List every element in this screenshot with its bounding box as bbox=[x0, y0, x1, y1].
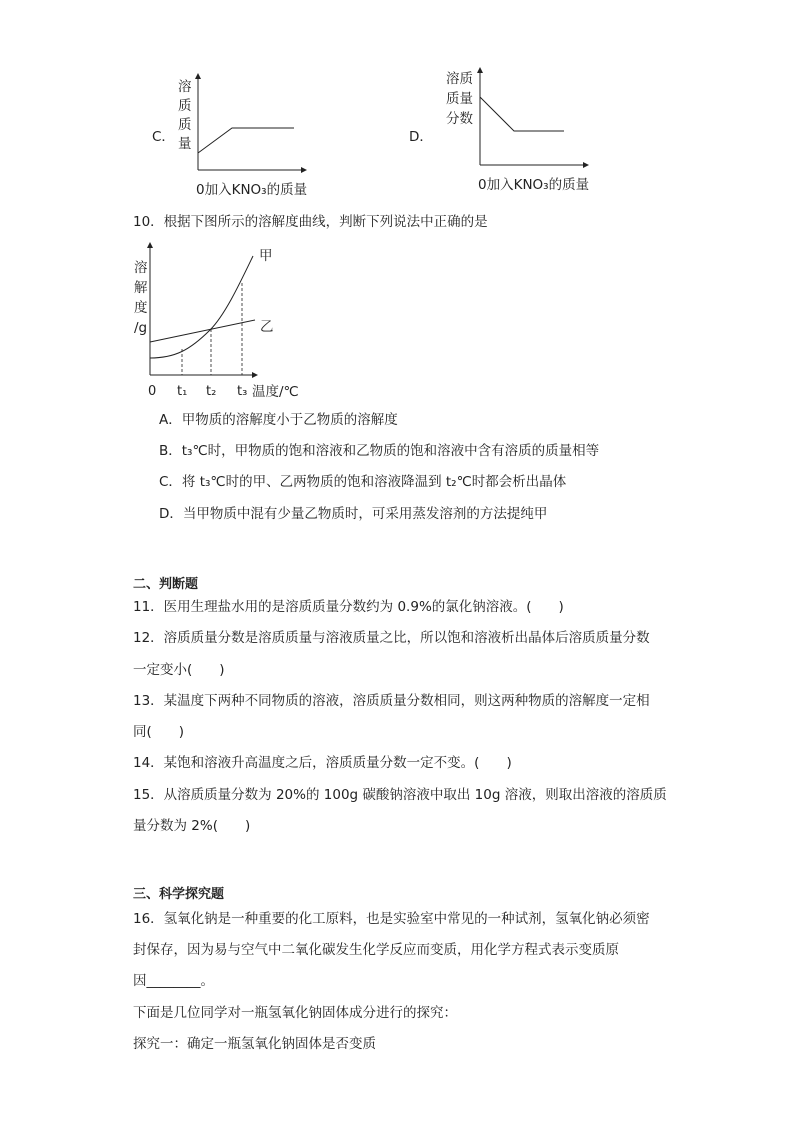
option-d-letter: D． bbox=[409, 129, 433, 145]
q16-line1: 16．氢氧化钠是一种重要的化工原料，也是实验室中常见的一种试剂，氢氧化钠必须密 bbox=[133, 911, 650, 927]
q10-option-b: B．t₃℃时，甲物质的饱和溶液和乙物质的饱和溶液中含有溶质的质量相等 bbox=[159, 443, 600, 459]
graph-d-xlabel: 0加入KNO₃的质量 bbox=[478, 177, 590, 193]
tick-t3: t₃ bbox=[237, 384, 248, 399]
option-c-letter: C． bbox=[152, 129, 175, 145]
q13-line1: 13．某温度下两种不同物质的溶液，溶质质量分数相同，则这两种物质的溶解度一定相 bbox=[133, 693, 650, 709]
q10-option-a: A．甲物质的溶解度小于乙物质的溶解度 bbox=[159, 412, 398, 428]
section-2-title: 二、判断题 bbox=[133, 577, 199, 592]
tick-t1: t₁ bbox=[177, 384, 188, 399]
label-yi: 乙 bbox=[260, 319, 274, 335]
intro-line: 下面是几位同学对一瓶氢氧化钠固体成分进行的探究： bbox=[133, 1005, 457, 1021]
solubility-xlabel: 温度/℃ bbox=[252, 384, 299, 400]
q12-line2: 一定变小( ) bbox=[133, 662, 225, 678]
q10-option-c: C．将 t₃℃时的甲、乙两物质的饱和溶液降温到 t₂℃时都会析出晶体 bbox=[159, 474, 567, 490]
q10-stem: 10．根据下图所示的溶解度曲线，判断下列说法中正确的是 bbox=[133, 214, 488, 230]
q10-chart-ylabel: 溶 解 度 /g bbox=[134, 260, 148, 336]
tick-t2: t₂ bbox=[206, 384, 217, 399]
inquiry-1: 探究一：确定一瓶氢氧化钠固体是否变质 bbox=[133, 1036, 376, 1052]
q12-line1: 12．溶质质量分数是溶质质量与溶液质量之比，所以饱和溶液析出晶体后溶质质量分数 bbox=[133, 630, 650, 646]
label-jia: 甲 bbox=[259, 248, 273, 264]
q13-line2: 同( ) bbox=[133, 724, 185, 740]
section-3-title: 三、科学探究题 bbox=[133, 887, 225, 902]
q11: 11．医用生理盐水用的是溶质质量分数约为 0.9%的氯化钠溶液。( ) bbox=[133, 599, 564, 615]
q14: 14．某饱和溶液升高温度之后，溶质质量分数一定不变。( ) bbox=[133, 755, 512, 771]
graph-c bbox=[192, 70, 312, 180]
graph-d bbox=[474, 64, 594, 170]
graph-c-ylabel: 溶 质 质 量 bbox=[178, 79, 192, 152]
q16-line3: 因________。 bbox=[133, 973, 214, 989]
q10-option-d: D．当甲物质中混有少量乙物质时，可采用蒸发溶剂的方法提纯甲 bbox=[159, 506, 548, 522]
q16-line2: 封保存，因为易与空气中二氧化碳发生化学反应而变质，用化学方程式表示变质原 bbox=[133, 942, 619, 958]
curve-yi bbox=[150, 320, 255, 342]
origin-label: 0 bbox=[148, 384, 157, 399]
q15-line2: 量分数为 2%( ) bbox=[133, 818, 251, 834]
graph-d-curve bbox=[480, 97, 564, 131]
q15-line1: 15．从溶质质量分数为 20%的 100g 碳酸钠溶液中取出 10g 溶液，则取出溶液的溶质质 bbox=[133, 787, 667, 803]
graph-c-xlabel: 0加入KNO₃的质量 bbox=[196, 182, 308, 198]
graph-c-curve bbox=[198, 128, 294, 153]
graph-d-ylabel: 溶质 质量 分数 bbox=[446, 71, 473, 127]
curve-jia bbox=[150, 256, 253, 358]
